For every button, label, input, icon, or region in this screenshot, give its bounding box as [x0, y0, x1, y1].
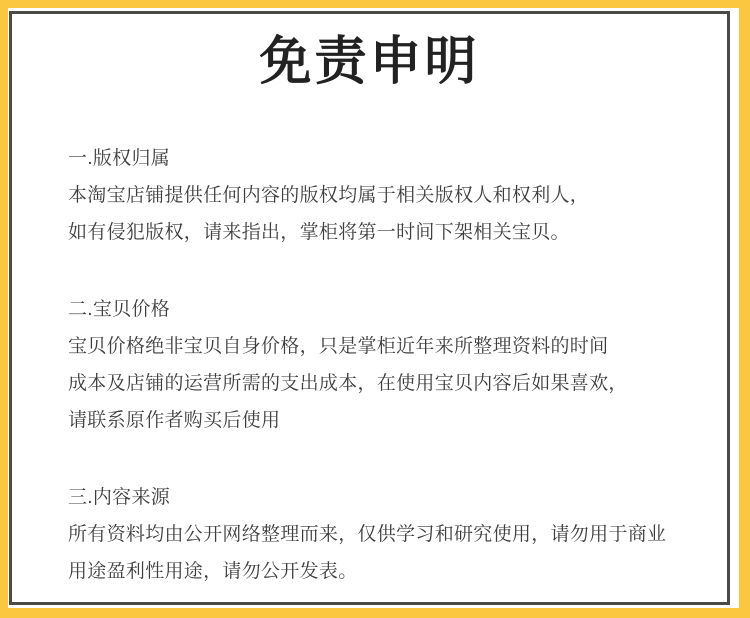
- section-heading: 三.内容来源: [68, 487, 171, 508]
- section-content-source: [68, 479, 697, 590]
- section-line: 本淘宝店铺提供任何内容的版权均属于相关版权人和权利人，: [68, 185, 590, 206]
- section-line: 请联系原作者购买后使用: [68, 410, 281, 431]
- section-heading: 一.版权归属: [68, 148, 171, 169]
- section-line: 如有侵犯版权，请来指出，掌柜将第一时间下架相关宝贝。: [68, 222, 570, 243]
- section-line: 成本及店铺的运营所需的支出成本，在使用宝贝内容后如果喜欢，: [68, 373, 628, 394]
- section-line: 用途盈利性用途，请勿公开发表。: [68, 561, 358, 582]
- section-line: 宝贝价格绝非宝贝自身价格，只是掌柜近年来所整理资料的时间: [68, 336, 609, 357]
- section-copyright-ownership: [68, 140, 697, 251]
- section-heading: 二.宝贝价格: [68, 299, 171, 320]
- disclaimer-panel: [9, 11, 730, 605]
- disclaimer-sections: [68, 140, 697, 590]
- section-line: 所有资料均由公开网络整理而来，仅供学习和研究使用，请勿用于商业: [68, 524, 667, 545]
- section-item-price: [68, 291, 697, 439]
- page-title: 免责申明: [259, 33, 480, 91]
